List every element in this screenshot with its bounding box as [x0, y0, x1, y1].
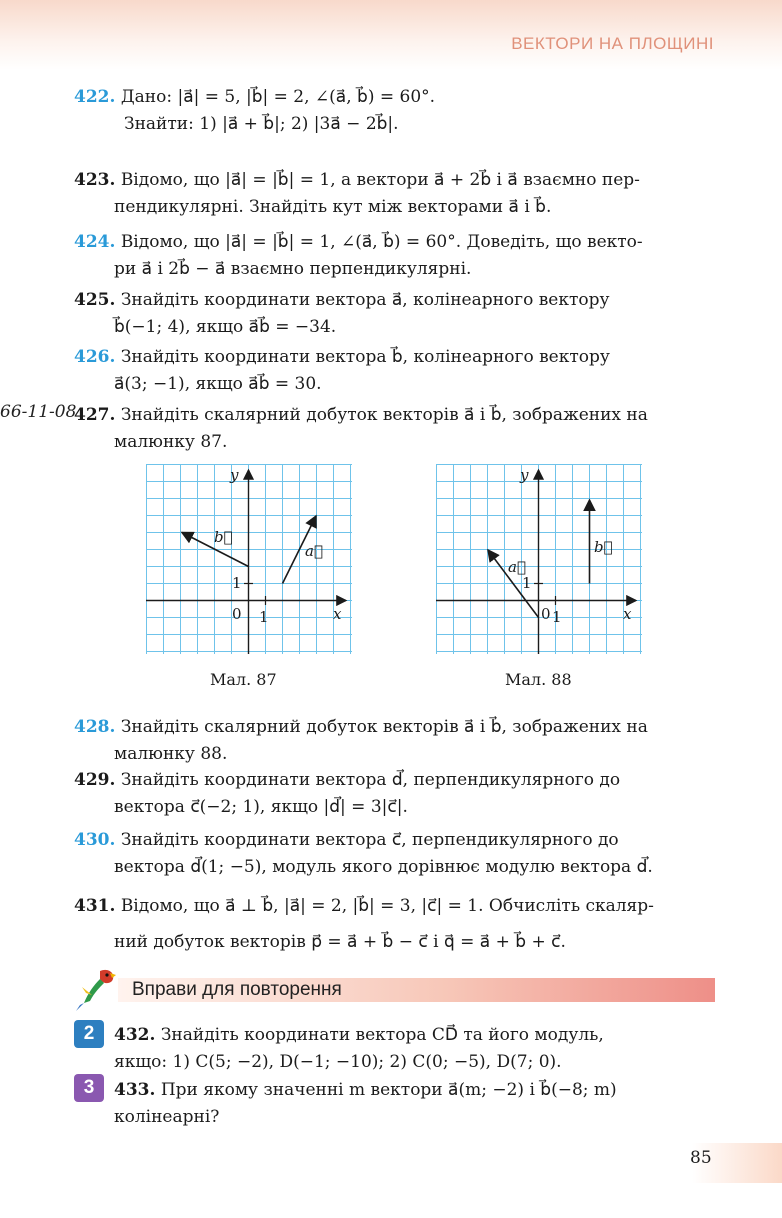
y-unit-label: 1 — [522, 574, 532, 592]
problem-430 — [74, 827, 714, 881]
problem-text: Знайдіть координати вектора c⃗, перпендикулярного до — [120, 830, 619, 850]
problem-text: Знайдіть координати вектора d⃗, перпендикулярного до — [120, 770, 621, 790]
vector-b-label: b⃗ — [594, 538, 613, 556]
vector-a-label: a⃗ — [305, 542, 323, 560]
problem-number: 424. — [74, 232, 116, 252]
page-header: ВЕКТОРИ НА ПЛОЩИНІ — [511, 34, 714, 53]
problem-426 — [74, 344, 714, 398]
x-unit-label: 1 — [552, 608, 562, 626]
page-number: 85 — [690, 1148, 712, 1168]
problem-number: 429. — [74, 770, 116, 790]
parrot-icon — [70, 965, 120, 1013]
y-unit-label: 1 — [232, 574, 242, 592]
problem-text: b⃗(−1; 4), якщо a⃗b⃗ = −34. — [114, 317, 337, 337]
figure-88-caption: Мал. 88 — [505, 670, 572, 689]
x-label: x — [623, 605, 632, 623]
problem-text: вектора d⃗(1; −5), модуль якого дорівнює модулю вектора d⃗. — [114, 857, 653, 877]
vector-a-label: a⃗ — [508, 558, 526, 576]
problem-text: Знайдіть координати вектора b⃗, колінеарного вектору — [120, 347, 610, 367]
problem-text: пендикулярні. Знайдіть кут між векторами a⃗ і b⃗. — [114, 197, 552, 217]
problem-424 — [74, 229, 714, 283]
x-unit-label: 1 — [259, 608, 269, 626]
section-title: Вправи для повторення — [132, 979, 342, 1000]
problem-text: малюнку 87. — [114, 432, 228, 452]
problem-text: Знайдіть скалярний добуток векторів a⃗ і b⃗, зображених на — [120, 405, 648, 425]
problem-431 — [74, 888, 714, 960]
problem-text: ний добуток векторів p⃗ = a⃗ + b⃗ − c⃗ і q⃗ = a⃗ + b⃗ + c⃗. — [114, 932, 566, 952]
x-label: x — [333, 605, 342, 623]
problem-427 — [74, 402, 714, 456]
problem-425 — [74, 287, 714, 341]
level-3-badge: 3 — [74, 1074, 104, 1102]
problem-text: Відомо, що |a⃗| = |b⃗| = 1, а вектори a⃗ + 2b⃗ і a⃗ взаємно пер- — [120, 170, 640, 190]
figure-88 — [436, 464, 642, 654]
problem-text: Знайти: 1) |a⃗ + b⃗|; 2) |3a⃗ − 2b⃗|. — [124, 114, 399, 134]
problem-text: При якому значенні m вектори a⃗(m; −2) і b⃗(−8; m) — [160, 1080, 617, 1100]
problem-number: 427. — [74, 405, 116, 425]
y-label: y — [230, 466, 239, 484]
problem-number: 431. — [74, 896, 116, 916]
problem-428 — [74, 714, 714, 768]
vector-b-label: b⃗ — [214, 528, 233, 546]
problem-text: Дано: |a⃗| = 5, |b⃗| = 2, ∠(a⃗, b⃗) = 60°. — [120, 87, 436, 107]
problem-text: Відомо, що |a⃗| = |b⃗| = 1, ∠(a⃗, b⃗) = 60°. Доведіть, що векто- — [120, 232, 643, 252]
figure-87 — [146, 464, 352, 654]
problem-text: Знайдіть скалярний добуток векторів a⃗ і b⃗, зображених на — [120, 717, 648, 737]
problem-text: ри a⃗ і 2b⃗ − a⃗ взаємно перпендикулярні. — [114, 259, 472, 279]
problem-text: Знайдіть координати вектора a⃗, колінеарного вектору — [120, 290, 610, 310]
problem-text: вектора c⃗(−2; 1), якщо |d⃗| = 3|c⃗|. — [114, 797, 408, 817]
problem-text: якщо: 1) C(5; −2), D(−1; −10); 2) C(0; −5), D(7; 0). — [114, 1052, 562, 1072]
y-label: y — [520, 466, 529, 484]
level-2-badge: 2 — [74, 1020, 104, 1048]
problem-text: Відомо, що a⃗ ⊥ b⃗, |a⃗| = 2, |b⃗| = 3, |c⃗| = 1. Обчисліть скаляр- — [120, 896, 654, 916]
problem-number: 425. — [74, 290, 116, 310]
problem-text: колінеарні? — [114, 1107, 220, 1127]
figure-87-caption: Мал. 87 — [210, 670, 277, 689]
problem-number: 432. — [114, 1025, 156, 1045]
margin-code: 66-11-08 — [0, 402, 77, 422]
problem-text: a⃗(3; −1), якщо a⃗b⃗ = 30. — [114, 374, 322, 394]
problem-429 — [74, 767, 714, 821]
problem-422 — [74, 84, 714, 138]
problem-432 — [114, 1022, 714, 1076]
problem-number: 423. — [74, 170, 116, 190]
problem-433 — [114, 1077, 714, 1131]
problem-text: Знайдіть координати вектора CD⃗ та його модуль, — [160, 1025, 604, 1045]
problem-number: 430. — [74, 830, 116, 850]
problem-number: 428. — [74, 717, 116, 737]
problem-number: 426. — [74, 347, 116, 367]
origin-label: 0 — [541, 605, 551, 623]
problem-text: малюнку 88. — [114, 744, 228, 764]
origin-label: 0 — [232, 605, 242, 623]
problem-number: 433. — [114, 1080, 156, 1100]
problem-number: 422. — [74, 87, 116, 107]
problem-423 — [74, 167, 714, 221]
